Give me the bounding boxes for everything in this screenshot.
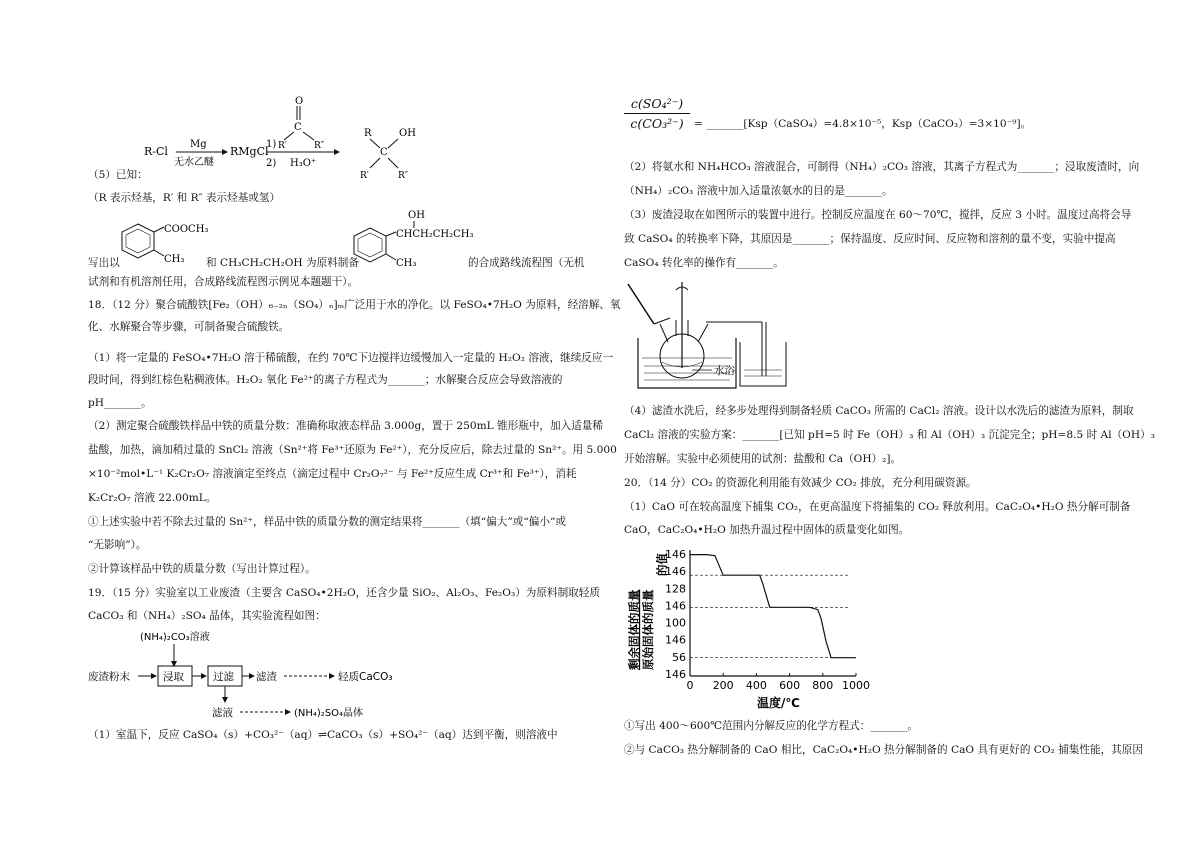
chart-x-tick-label: 600 <box>779 679 801 692</box>
struct2-oh: OH <box>408 210 425 221</box>
struct1-cooch3: COOCH₃ <box>164 224 209 235</box>
q20-1-line2: CaO，CaC₂O₄•H₂O 加热升温过程中固体的质量变化如图。 <box>624 524 910 536</box>
rx-carbonyl-o: O <box>295 96 304 107</box>
q19-4-line1: （4）滤渣水洗后，经多步处理得到制备轻质 CaCO₃ 所需的 CaCl₂ 溶液。设计以水洗后的滤渣为原料，制取 <box>624 405 1134 417</box>
struct1-ch3: CH₃ <box>164 254 185 265</box>
q19-4-line2: CaCl₂ 溶液的实验方案：_______[已知 pH=5 时 Fe（OH）₃ 和 Al（OH）₃ 沉淀完全；pH=8.5 时 Al（OH）₃ <box>624 429 1155 441</box>
rx-h3o: H₃O⁺ <box>290 158 317 169</box>
fraction-denominator: c(CO₃²⁻) <box>630 116 684 131</box>
q19-3-line2: 致 CaSO₄ 的转换率下降，其原因是_______；保持温度、反应时间、反应物和溶剂的量不变，实验中提高 <box>624 233 1116 245</box>
q19-3-line3: CaSO₄ 转化率的操作有_______。 <box>624 257 784 269</box>
tg-mass-chart <box>624 542 874 712</box>
chart-x-tick-label: 1000 <box>842 679 870 692</box>
flow-start: 废渣粉末 <box>88 671 130 683</box>
chart-ylabel-line: 剩余固体的质量 <box>627 589 641 670</box>
rx-prod-r: R <box>364 128 372 139</box>
rx-step2: 2) <box>266 158 277 169</box>
chart-ylabel-line: 的值 <box>655 553 669 576</box>
rx-prod-r2: R″ <box>398 171 409 181</box>
rx-step1: 1) <box>266 139 277 150</box>
rx-carbonyl-c: C <box>294 122 302 133</box>
q18-1-line2: 段时间，得到红棕色粘稠液体。H₂O₂ 氧化 Fe²⁺的离子方程式为_______；水解聚合反应会导致溶液的 <box>88 374 563 386</box>
q19-line1: 19．（15 分）实验室以工业废渣（主要含 CaSO₄•2H₂O，还含少量 SiO₂、Al₂O₃、Fe₂O₃）为原料制取轻质 <box>88 587 600 599</box>
chart-x-tick-label: 400 <box>745 679 767 692</box>
rx-start: R-Cl <box>144 145 168 158</box>
q20-1a: ①写出 400～600℃范围内分解反应的化学方程式：_______。 <box>624 720 919 732</box>
q18-2-line1: （2）测定聚合硫酸铁样品中铁的质量分数：准确称取液态样品 3.000g，置于 250mL 锥形瓶中，加入适量稀 <box>88 420 603 432</box>
q19-2-line1: （2）将氨水和 NH₄HCO₃ 溶液混合，可制得（NH₄）₂CO₃ 溶液，其离子方程式为_______；浸取废渣时，向 <box>624 161 1140 173</box>
ksp-text: = _______[Ksp（CaSO₄）=4.8×10⁻⁵，Ksp（CaCO₃）=3×10⁻⁹]。 <box>694 118 1032 130</box>
process-flow-diagram <box>88 626 418 722</box>
apparatus-water-bath-label: 水浴 <box>714 365 735 377</box>
flow-residue: 滤渣 <box>256 671 277 683</box>
q17-5-note: （R 表示烃基，R′ 和 R″ 表示烃基或氢） <box>88 192 281 204</box>
flow-box1-label: 浸取 <box>163 671 184 683</box>
flow-reagent: (NH₄)₂CO₃溶液 <box>140 632 210 643</box>
q19-line2: CaCO₃ 和（NH₄）₂SO₄ 晶体，其实验流程如图： <box>88 610 326 622</box>
rx-prod-c: C <box>380 147 388 158</box>
q18-2-line3: ×10⁻²mol•L⁻¹ K₂Cr₂O₇ 溶液滴定至终点（滴定过程中 Cr₂O₇²⁻ 与 Fe²⁺反应生成 Cr³⁺和 Fe³⁺），消耗 <box>88 468 577 480</box>
q20-line1: 20．（14 分）CO₂ 的资源化利用能有效减少 CO₂ 排放，充分利用碳资源。 <box>624 477 977 489</box>
chart-x-tick-label: 0 <box>686 679 694 692</box>
q18-2a-line1: ①上述实验中若不除去过量的 Sn²⁺，样品中铁的质量分数的测定结果将_______（填“偏大”或“偏小”或 <box>88 516 566 528</box>
chart-ylabel <box>627 553 669 670</box>
flow-product1: 轻质CaCO₃ <box>338 671 393 683</box>
rx-mid: RMgCl <box>230 145 269 158</box>
flow-filtrate: 滤液 <box>212 707 233 719</box>
chart-x-tick-label: 800 <box>812 679 834 692</box>
rx-reagent-bottom: 无水乙醚 <box>174 157 214 168</box>
concentration-fraction <box>624 96 690 131</box>
q17-write-b: 和 CH₃CH₂CH₂OH 为原料制备 <box>206 257 359 269</box>
chart-y-tick-label: 100 <box>665 616 686 630</box>
chart-xlabel: 温度/℃ <box>757 696 800 710</box>
rx-prod-r1: R′ <box>360 171 369 181</box>
rx-reagent-top: Mg <box>190 139 207 150</box>
chart-y-tick-label: 128 <box>665 582 686 596</box>
chart-x-tick-label: 200 <box>712 679 734 692</box>
q19-3-line1: （3）废渣浸取在如图所示的装置中进行。控制反应温度在 60～70℃，搅拌，反应 3 小时。温度过高将会导 <box>624 209 1132 221</box>
q18-2a-line2: “无影响”）。 <box>88 539 147 551</box>
q18-1-line1: （1）将一定量的 FeSO₄•7H₂O 溶于稀硫酸，在约 70℃下边搅拌边缓慢加入一定量的 H₂O₂ 溶液，继续反应一 <box>88 352 614 364</box>
grignard-reaction-scheme <box>144 92 454 184</box>
chart-y-tick-label: 146 <box>665 548 686 561</box>
q17-write-a: 写出以 <box>88 257 120 269</box>
rx-prod-oh: OH <box>399 128 416 139</box>
q19-1: （1）室温下，反应 CaSO₄（s）+CO₃²⁻（aq）⇌CaCO₃（s）+SO₄²⁻（aq）达到平衡，则溶液中 <box>88 729 558 741</box>
chart-y-tick-label: 146 <box>665 668 686 681</box>
reaction-apparatus <box>624 276 794 398</box>
chart-y-tick-label: 146 <box>665 633 686 647</box>
fraction-numerator: c(SO₄²⁻) <box>624 96 690 114</box>
chart-y-tick-label: 146 <box>665 599 686 613</box>
chart-y-tick-label: 146 <box>665 565 686 579</box>
q18-2b: ②计算该样品中铁的质量分数（写出计算过程）。 <box>88 563 316 575</box>
q19-4-line3: 开始溶解。实验中必须使用的试剂：盐酸和 Ca（OH）₂]。 <box>624 453 902 465</box>
rx-carbonyl-r2: R″ <box>314 141 325 151</box>
chart-ylabel-line: 原始固体的质量 <box>641 589 655 670</box>
q17-write-d: 试剂和有机溶剂任用，合成路线流程图示例见本题题干）。 <box>88 276 359 288</box>
q20-1-line1: （1）CaO 可在较高温度下捕集 CO₂，在更高温度下将捕集的 CO₂ 释放利用。CaC₂O₄•H₂O 热分解可制备 <box>624 501 1131 513</box>
struct2-chain: CHCH₂CH₂CH₃ <box>396 229 474 240</box>
q19-2-line2: （NH₄）₂CO₃ 溶液中加入适量浓氨水的目的是_______。 <box>624 185 893 197</box>
flow-product2: (NH₄)₂SO₄晶体 <box>294 708 364 719</box>
struct2-ch3: CH₃ <box>396 258 417 269</box>
chart-y-tick-label: 56 <box>672 650 686 664</box>
flow-box2-label: 过滤 <box>213 671 234 683</box>
chart-series-line <box>690 555 856 658</box>
chart-y-ticks <box>665 548 686 681</box>
q20-1b: ②与 CaCO₃ 热分解制备的 CaO 相比，CaC₂O₄•H₂O 热分解制备的 CaO 具有更好的 CO₂ 捕集性能，其原因 <box>624 744 1143 756</box>
chart-reference-lines <box>690 575 850 657</box>
q17-write-c: 的合成路线流程图（无机 <box>468 257 585 269</box>
q18-line1: 18．（12 分）聚合硫酸铁[Fe₂（OH）₆₋₂ₙ（SO₄）ₙ]ₘ广泛用于水的净化。以 FeSO₄•7H₂O 为原料，经溶解、氧 <box>88 299 621 311</box>
q18-1-line3: pH_______。 <box>88 397 152 409</box>
q18-2-line4: K₂Cr₂O₇ 溶液 22.00mL。 <box>88 492 217 504</box>
q18-line2: 化、水解聚合等步骤，可制备聚合硫酸铁。 <box>88 321 290 333</box>
q18-2-line2: 盐酸，加热，滴加稍过量的 SnCl₂ 溶液（Sn²⁺将 Fe³⁺还原为 Fe²⁺），充分反应后，除去过量的 Sn²⁺。用 5.000 <box>88 444 617 456</box>
rx-carbonyl-r1: R′ <box>278 141 287 151</box>
q17-5-label: （5）已知： <box>88 169 148 181</box>
